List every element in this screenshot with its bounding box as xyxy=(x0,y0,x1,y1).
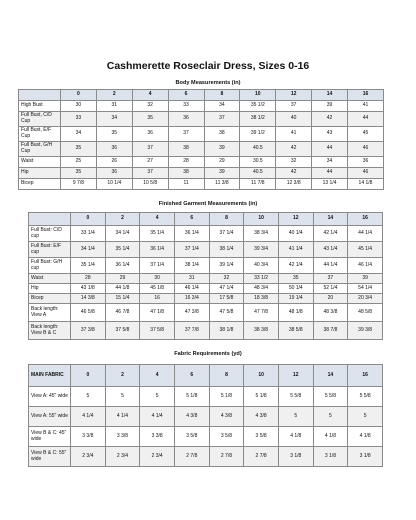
table-cell: 38 1/4 xyxy=(174,258,209,274)
table-cell: 37 xyxy=(168,127,204,142)
table-cell: 5 xyxy=(313,407,348,427)
table-cell: 40 3/4 xyxy=(244,258,279,274)
row-label: Bicep xyxy=(29,294,71,304)
table-cell: 37 xyxy=(132,168,168,179)
table-cell: 33 xyxy=(61,112,97,127)
table-cell: 52 1/4 xyxy=(313,284,348,294)
table-cell: 47 1/4 xyxy=(209,284,244,294)
row-label: Full Bust, G/H Cup xyxy=(19,142,61,157)
table-cell: 39 1/4 xyxy=(209,258,244,274)
table-cell: 48 3/8 xyxy=(313,304,348,322)
corner-cell xyxy=(19,90,61,101)
table-cell: 18 3/8 xyxy=(244,294,279,304)
size-header: 14 xyxy=(312,90,348,101)
table-cell: 32 xyxy=(132,101,168,112)
table-cell: 35 xyxy=(61,142,97,157)
table-cell: 40 xyxy=(276,112,312,127)
table-cell: 33 1/2 xyxy=(244,274,279,284)
table-cell: 34 xyxy=(96,112,132,127)
table-cell: 29 xyxy=(204,157,240,168)
table-cell: 32 xyxy=(276,157,312,168)
header-row xyxy=(29,213,383,226)
table-cell: 47 3/8 xyxy=(174,304,209,322)
table-row xyxy=(19,157,384,168)
table-cell: 16 3/4 xyxy=(174,294,209,304)
table-cell: 4 1/4 xyxy=(71,407,106,427)
table-cell: 5 xyxy=(278,407,313,427)
table-cell: 35 xyxy=(278,274,313,284)
size-header: 16 xyxy=(348,90,384,101)
row-label: View B & C: 55" wide xyxy=(29,447,71,467)
table-cell: 17 5/8 xyxy=(209,294,244,304)
table-cell: 40.5 xyxy=(240,168,276,179)
table-cell: 20 3/4 xyxy=(348,294,383,304)
table-cell: 45 xyxy=(348,127,384,142)
table-cell: 33 1/4 xyxy=(71,226,106,242)
table-cell: 3 1/8 xyxy=(313,447,348,467)
table-cell: 47 1/8 xyxy=(140,304,175,322)
table-cell: 48 3/4 xyxy=(244,284,279,294)
size-header: 2 xyxy=(105,213,140,226)
table-cell: 36 1/4 xyxy=(140,242,175,258)
table-row xyxy=(29,447,383,467)
table-cell: 5 1/8 xyxy=(244,387,279,407)
table-row xyxy=(29,258,383,274)
table-cell: 31 xyxy=(96,101,132,112)
table-row xyxy=(29,226,383,242)
table-cell: 42 xyxy=(276,142,312,157)
table-cell: 3 3/8 xyxy=(105,427,140,447)
row-label: Full Bust: G/H cup xyxy=(29,258,71,274)
table-cell: 36 xyxy=(348,157,384,168)
table-cell: 39 1/2 xyxy=(240,127,276,142)
size-header: 0 xyxy=(61,90,97,101)
table-cell: 36 1/4 xyxy=(174,226,209,242)
table-cell: 5 xyxy=(105,387,140,407)
table-cell: 37 xyxy=(276,101,312,112)
fabric-requirements-title: Fabric Requirements (yd) xyxy=(174,351,242,357)
table-cell: 34 1/4 xyxy=(105,226,140,242)
table-cell: 39 xyxy=(312,101,348,112)
table-cell: 38 xyxy=(168,142,204,157)
table-cell: 42 1/4 xyxy=(278,258,313,274)
table-cell: 45 1/4 xyxy=(348,242,383,258)
size-header: 6 xyxy=(174,213,209,226)
table-cell: 39 3/4 xyxy=(244,242,279,258)
size-header: 2 xyxy=(96,90,132,101)
table-row xyxy=(29,387,383,407)
table-row xyxy=(29,407,383,427)
size-header: 14 xyxy=(313,213,348,226)
table-cell: 39 xyxy=(204,142,240,157)
size-header: 4 xyxy=(140,365,175,387)
table-cell: 41 xyxy=(348,101,384,112)
table-cell: 44 1/4 xyxy=(348,226,383,242)
row-label: View B & C: 45" wide xyxy=(29,427,71,447)
table-cell: 3 1/8 xyxy=(278,447,313,467)
size-header: 4 xyxy=(132,90,168,101)
size-header: 12 xyxy=(278,213,313,226)
table-cell: 39 xyxy=(204,168,240,179)
table-cell: 4 1/4 xyxy=(140,407,175,427)
table-cell: 48 1/8 xyxy=(278,304,313,322)
row-label: Hip xyxy=(19,168,61,179)
table-row xyxy=(29,427,383,447)
table-row xyxy=(29,274,383,284)
table-cell: 2 3/4 xyxy=(71,447,106,467)
size-header: 10 xyxy=(244,365,279,387)
table-cell: 2 3/4 xyxy=(105,447,140,467)
header-row xyxy=(19,90,384,101)
table-cell: 5 1/8 xyxy=(174,387,209,407)
table-cell: 44 1/8 xyxy=(105,284,140,294)
table-cell: 3 5/8 xyxy=(174,427,209,447)
table-cell: 47 7/8 xyxy=(244,304,279,322)
table-cell: 4 1/8 xyxy=(313,427,348,447)
table-cell: 13 1/4 xyxy=(312,179,348,190)
table-cell: 36 xyxy=(96,168,132,179)
table-cell: 41 xyxy=(276,127,312,142)
table-cell: 43 1/4 xyxy=(313,242,348,258)
table-cell: 37 5/8 xyxy=(140,322,175,340)
table-cell: 34 xyxy=(204,101,240,112)
table-cell: 28 xyxy=(71,274,106,284)
table-cell: 38 1/2 xyxy=(240,112,276,127)
table-cell: 37 7/8 xyxy=(174,322,209,340)
table-row xyxy=(29,304,383,322)
row-label: Back length: View B & C xyxy=(29,322,71,340)
table-cell: 35 1/4 xyxy=(71,258,106,274)
table-cell: 32 xyxy=(209,274,244,284)
table-cell: 45 1/8 xyxy=(140,284,175,294)
header-row xyxy=(29,365,383,387)
row-label: Full Bust, C/D Cup xyxy=(19,112,61,127)
table-cell: 26 xyxy=(96,157,132,168)
size-header: 8 xyxy=(209,213,244,226)
table-cell: 50 1/4 xyxy=(278,284,313,294)
table-cell: 4 3/8 xyxy=(244,407,279,427)
table-cell: 29 xyxy=(105,274,140,284)
table-cell: 10 1/4 xyxy=(96,179,132,190)
table-cell: 37 1/4 xyxy=(174,242,209,258)
table-cell: 37 xyxy=(132,142,168,157)
table-cell: 37 1/4 xyxy=(209,226,244,242)
table-cell: 4 3/8 xyxy=(174,407,209,427)
row-label: Bicep xyxy=(19,179,61,190)
table-cell: 46 xyxy=(348,142,384,157)
table-cell: 5 xyxy=(140,387,175,407)
table-cell: 35 xyxy=(61,168,97,179)
table-cell: 27 xyxy=(132,157,168,168)
size-header: 0 xyxy=(71,213,106,226)
table-cell: 44 xyxy=(312,142,348,157)
row-label: Full Bust: C/D cup xyxy=(29,226,71,242)
table-cell: 5 5/8 xyxy=(313,387,348,407)
size-header: 16 xyxy=(348,365,383,387)
table-cell: 46 1/4 xyxy=(174,284,209,294)
table-cell: 9 7/8 xyxy=(61,179,97,190)
table-cell: 4 3/8 xyxy=(209,407,244,427)
table-cell: 42 xyxy=(312,112,348,127)
table-row xyxy=(19,168,384,179)
size-header: 8 xyxy=(204,90,240,101)
table-cell: 11 3/8 xyxy=(204,179,240,190)
table-cell: 19 1/4 xyxy=(278,294,313,304)
table-cell: 3 1/8 xyxy=(348,447,383,467)
table-row xyxy=(19,179,384,190)
table-cell: 4 1/8 xyxy=(348,427,383,447)
size-header: 6 xyxy=(174,365,209,387)
table-cell: 37 5/8 xyxy=(105,322,140,340)
row-label: Waist xyxy=(19,157,61,168)
table-cell: 31 xyxy=(174,274,209,284)
table-cell: 35 1/4 xyxy=(105,242,140,258)
table-row xyxy=(29,284,383,294)
size-header: 14 xyxy=(313,365,348,387)
table-cell: 37 1/4 xyxy=(140,258,175,274)
size-header: 12 xyxy=(276,90,312,101)
table-cell: 10 5/8 xyxy=(132,179,168,190)
main-fabric-header: MAIN FABRIC xyxy=(29,365,71,387)
table-cell: 42 xyxy=(276,168,312,179)
finished-garment-title: Finished Garment Measurements (in) xyxy=(158,201,258,207)
table-cell: 35 xyxy=(96,127,132,142)
corner-cell xyxy=(29,213,71,226)
table-cell: 44 xyxy=(348,112,384,127)
row-label: Waist xyxy=(29,274,71,284)
table-cell: 35 1/4 xyxy=(140,226,175,242)
row-label: View A: 45" wide xyxy=(29,387,71,407)
table-cell: 25 xyxy=(61,157,97,168)
row-label: Full Bust, E/F Cup xyxy=(19,127,61,142)
table-row xyxy=(29,294,383,304)
table-row xyxy=(19,127,384,142)
table-cell: 39 xyxy=(348,274,383,284)
table-cell: 37 3/8 xyxy=(71,322,106,340)
table-cell: 30 xyxy=(61,101,97,112)
size-header: 2 xyxy=(105,365,140,387)
table-cell: 2 7/8 xyxy=(244,447,279,467)
table-cell: 20 xyxy=(313,294,348,304)
table-cell: 37 xyxy=(204,112,240,127)
table-cell: 3 3/8 xyxy=(71,427,106,447)
table-cell: 35 1/2 xyxy=(240,101,276,112)
table-cell: 12 3/8 xyxy=(276,179,312,190)
table-cell: 41 1/4 xyxy=(278,242,313,258)
table-cell: 46 1/4 xyxy=(348,258,383,274)
page-title: Cashmerette Roseclair Dress, Sizes 0-16 xyxy=(106,60,310,72)
table-cell: 2 3/4 xyxy=(140,447,175,467)
table-cell: 36 xyxy=(168,112,204,127)
table-cell: 3 5/8 xyxy=(209,427,244,447)
table-cell: 16 xyxy=(140,294,175,304)
table-cell: 37 xyxy=(313,274,348,284)
table-cell: 11 xyxy=(168,179,204,190)
table-cell: 54 1/4 xyxy=(348,284,383,294)
table-cell: 40.5 xyxy=(240,142,276,157)
table-cell: 5 xyxy=(348,407,383,427)
row-label: View A: 55" wide xyxy=(29,407,71,427)
table-cell: 3 5/8 xyxy=(244,427,279,447)
table-cell: 47 5/8 xyxy=(209,304,244,322)
table-cell: 2 7/8 xyxy=(209,447,244,467)
table-cell: 43 xyxy=(312,127,348,142)
size-header: 10 xyxy=(240,90,276,101)
table-cell: 38 7/8 xyxy=(313,322,348,340)
table-cell: 4 1/8 xyxy=(278,427,313,447)
table-cell: 28 xyxy=(168,157,204,168)
row-label: Full Bust: E/F cup xyxy=(29,242,71,258)
size-header: 16 xyxy=(348,213,383,226)
row-label: Hip xyxy=(29,284,71,294)
table-cell: 36 xyxy=(96,142,132,157)
table-cell: 34 xyxy=(312,157,348,168)
table-row xyxy=(29,322,383,340)
table-cell: 39 3/8 xyxy=(348,322,383,340)
table-cell: 38 1/8 xyxy=(209,322,244,340)
table-cell: 38 1/4 xyxy=(209,242,244,258)
table-cell: 44 1/4 xyxy=(313,258,348,274)
table-cell: 11 7/8 xyxy=(240,179,276,190)
table-row xyxy=(19,142,384,157)
table-cell: 14 1/8 xyxy=(348,179,384,190)
table-cell: 35 xyxy=(132,112,168,127)
table-cell: 40 1/4 xyxy=(278,226,313,242)
table-cell: 5 xyxy=(71,387,106,407)
table-cell: 4 1/4 xyxy=(105,407,140,427)
table-cell: 38 xyxy=(204,127,240,142)
table-cell: 36 1/4 xyxy=(105,258,140,274)
size-header: 0 xyxy=(71,365,106,387)
finished-garment-table xyxy=(28,212,383,340)
table-cell: 15 1/4 xyxy=(105,294,140,304)
table-cell: 30.5 xyxy=(240,157,276,168)
body-measurements-table xyxy=(18,89,384,190)
table-cell: 36 xyxy=(132,127,168,142)
fabric-requirements-table xyxy=(28,364,383,467)
size-header: 10 xyxy=(244,213,279,226)
table-cell: 42 1/4 xyxy=(313,226,348,242)
row-label: High Bust xyxy=(19,101,61,112)
table-cell: 2 7/8 xyxy=(174,447,209,467)
table-cell: 34 xyxy=(61,127,97,142)
body-measurements-title: Body Measurements (in) xyxy=(175,80,241,86)
table-cell: 46 xyxy=(348,168,384,179)
table-cell: 43 1/8 xyxy=(71,284,106,294)
table-cell: 44 xyxy=(312,168,348,179)
table-cell: 46 5/8 xyxy=(71,304,106,322)
table-row xyxy=(19,101,384,112)
table-row xyxy=(29,242,383,258)
table-row xyxy=(19,112,384,127)
table-cell: 48 5/8 xyxy=(348,304,383,322)
table-cell: 38 3/4 xyxy=(244,226,279,242)
table-cell: 3 3/8 xyxy=(140,427,175,447)
size-header: 6 xyxy=(168,90,204,101)
table-cell: 38 5/8 xyxy=(278,322,313,340)
table-cell: 30 xyxy=(140,274,175,284)
table-cell: 5 1/8 xyxy=(209,387,244,407)
table-cell: 38 3/8 xyxy=(244,322,279,340)
size-header: 8 xyxy=(209,365,244,387)
size-header: 12 xyxy=(278,365,313,387)
table-cell: 14 3/8 xyxy=(71,294,106,304)
size-header: 4 xyxy=(140,213,175,226)
table-cell: 34 1/4 xyxy=(71,242,106,258)
table-cell: 33 xyxy=(168,101,204,112)
table-cell: 5 5/8 xyxy=(348,387,383,407)
row-label: Back length: View A xyxy=(29,304,71,322)
table-cell: 5 5/8 xyxy=(278,387,313,407)
table-cell: 46 7/8 xyxy=(105,304,140,322)
table-cell: 38 xyxy=(168,168,204,179)
